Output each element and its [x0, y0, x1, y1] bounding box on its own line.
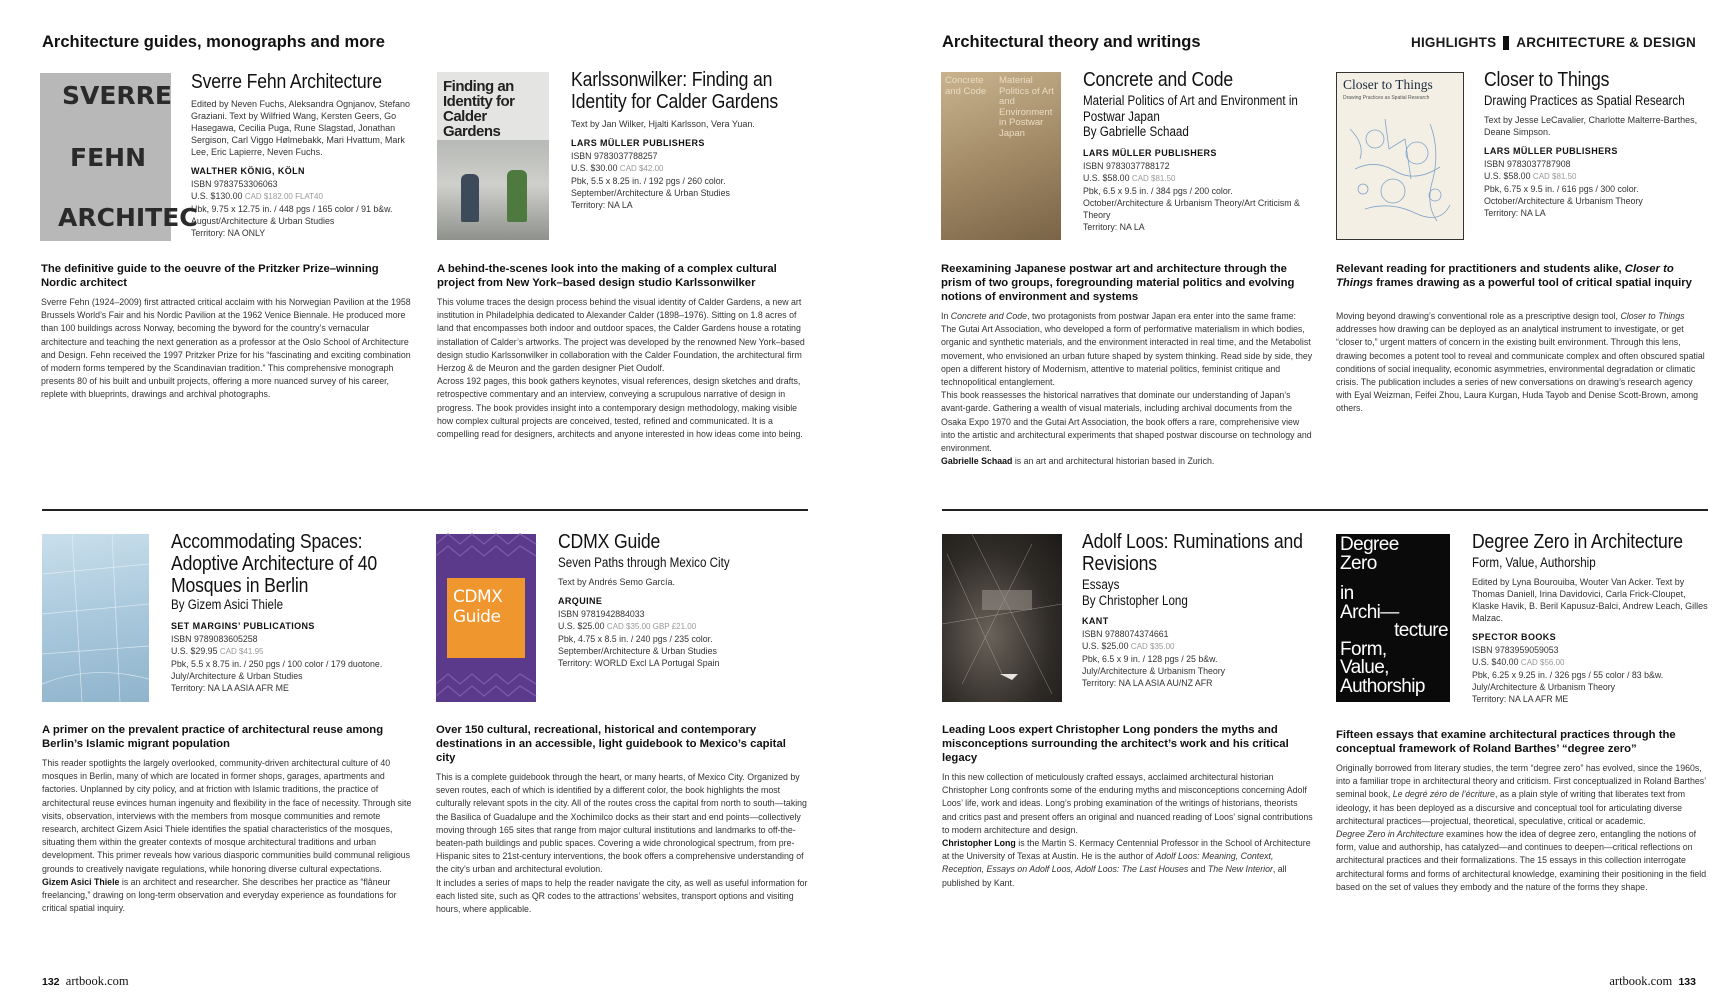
section-heading-theory: Architectural theory and writings: [942, 33, 1201, 51]
book-cover-cdmx-guide[interactable]: [436, 534, 536, 702]
book-author: By Gizem Asici Thiele: [171, 597, 284, 612]
book-meta: [558, 608, 793, 669]
book-description: In Concrete and Code, two protagonists from postwar Japan era enter into the same frame: The Gutai Art Association, who developed a form of performative materialism in which bodies, organic and synthetic materials, and the environment interacted in real time, and the Metabolist movement, who envisioned an urban future shaped by system thinking. Read side by side, they open a different history of Modernism, attentive to material politics, feminist critique and technopolitical entanglement. This book reassesses the historical narratives that dominate our understanding of Japan’s avant-garde. Gathering a wealth of visual materials, including archival documents from the Osaka Expo 1970 and the Gutai Art Association, the book offers a rare, comprehensive view into the artistic and architectural experiments that shaped postwar discourse on technology and environment. Gabrielle Schaad is an art and architectural historian based in Zurich.: [941, 311, 1313, 467]
book-info-concrete-and-code: [1083, 69, 1313, 233]
book-category: July/Architecture & Urbanism Theory: [1082, 666, 1226, 677]
book-publisher: LARS MÜLLER PUBLISHERS: [1484, 145, 1618, 156]
book-headline: A behind-the-scenes look into the making of a complex cultural project from New York–based design studio Karlssonwilker: [437, 263, 777, 289]
cover-text-guide: Guide: [453, 607, 501, 627]
book-price: U.S. $130.00 CAD $182.00 FLAT40: [191, 191, 323, 202]
book-subtitle: Drawing Practices as Spatial Research: [1484, 93, 1685, 108]
book-description: Originally borrowed from literary studies, the term “degree zero” has evolved, since the 1960s, into a familiar trope in architectural theory and criticism. First conceptualized in Roland Barthes’ seminal book, Le degré zéro de l’écriture, as a plain style of writing that liberates text from ideology, it has been deployed as a discursive and conceptual tool for articulating diverse architectural practices—projectual, theoretical, speculative, critical or academic. Degree Zero in Architecture examines how the idea of degree zero, entangling the notions of form, value and authorship, has catalyzed—and continues to deepen—critical reflections on architectural practices and their formalizations. The 15 essays in this collection interrogate architectural forms and forms of architectural knowledge, examining their positioning in the field based on the set of values they embody and the nature of the forms they shape.: [1336, 763, 1707, 892]
running-header-highlights: HIGHLIGHTS: [1411, 35, 1497, 50]
book-format: Pbk, 5.5 x 8.75 in. / 250 pgs / 100 color / 179 duotone.: [171, 658, 383, 669]
book-cover-degree-zero[interactable]: [1336, 534, 1450, 702]
book-territory: Territory: NA LA AFR ME: [1472, 693, 1569, 704]
book-cover-closer-to-things[interactable]: [1336, 72, 1464, 240]
book-credits: Text by Andrés Semo García.: [558, 576, 676, 587]
cover-text-cdmx: CDMX: [453, 587, 503, 607]
book-info-adolf-loos: [1082, 531, 1314, 689]
book-meta: [1472, 644, 1708, 705]
book-title[interactable]: Adolf Loos: Ruminations and Revisions: [1082, 530, 1303, 575]
book-meta: [1484, 158, 1708, 219]
book-publisher: SET MARGINS’ PUBLICATIONS: [171, 620, 315, 631]
book-credits: Text by Jesse LeCavalier, Charlotte Malterre-Barthes, Deane Simpson.: [1484, 114, 1698, 137]
book-meta: [191, 178, 413, 239]
book-cover-concrete-and-code[interactable]: [941, 72, 1061, 240]
cover-text-architec: ARCHITEC: [58, 203, 198, 232]
book-publisher: SPECTOR BOOKS: [1472, 631, 1557, 642]
book-territory: Territory: NA LA: [571, 200, 633, 211]
book-description: This reader spotlights the largely overlooked, community-driven architectural culture of 40 mosques in Berlin, many of which are located in former shops, garages, apartments and factories. Unplanned by city policy, and at friction with Islamic traditions, the practice of architectural reuse evinces human ingenuity and flexibility in the face of necessity. Through site visits, observation, interviews with the members from mosque communities and remote research, architect Gizem Asici Thiele identifies the spatial characteristics of the mosques, situating them within the greater contexts of mosque architectural traditions and urban development. This primer reveals how various diasporic communities build communal religious grounds to creatively navigate regulations, while honoring diverse cultural expectations. Gizem Asici Thiele is an architect and researcher. She describes her practice as “flâneur freelancing,” drawing on long-term observation and everyday experience as foundations for critical spatial inquiry.: [42, 758, 412, 914]
cover-text: Degree Zero in Archi— tecture Form, Value, Authorship: [1340, 534, 1448, 697]
book-headline: A primer on the prevalent practice of architectural reuse among Berlin’s Islamic migrant population: [42, 724, 384, 750]
book-format: Pbk, 4.75 x 8.5 in. / 240 pgs / 235 color.: [558, 633, 713, 644]
book-meta: [171, 633, 401, 694]
book-format: Pbk, 5.5 x 8.25 in. / 192 pgs / 260 color.: [571, 176, 726, 187]
book-description: In this new collection of meticulously crafted essays, acclaimed architectural historian Christopher Long confronts some of the enduring myths and misconceptions concerning Adolf Loos’ life, work and ideas. Long’s probing examination of the writings of historians, theorists and critics past and present offers an original and nuanced reading of Loos’ signal contributions to modern architecture and design. Christopher Long is the Martin S. Kermacy Centennial Professor in the School of Architecture at the University of Texas at Austin. He is the author of Adolf Loos: Meaning, Context, Reception, Essays on Adolf Loos, Adolf Loos: The Last Houses and The New Interior, all published by Kant.: [942, 772, 1313, 888]
book-publisher: LARS MÜLLER PUBLISHERS: [1083, 147, 1217, 158]
book-description: Sverre Fehn (1924–2009) first attracted critical acclaim with his Norwegian Pavilion at the 1958 Brussels World’s Fair and his Nordic Pavilion at the 1962 Venice Biennale. He produced more than 100 buildings across Norway, becoming the byword for the country’s vernacular architecture and teaching the next generation as a professor at the Oslo School of Architecture and Design. Fehn received the 1997 Pritzker Prize for his “fascinating and exciting combination of modern forms tempered by the Scandinavian tradition.” This comprehensive monograph presents 80 of his built and unbuilt projects, offering a more nuanced survey of his career, replete with blueprints, drawings and archival photographs.: [41, 297, 411, 400]
book-meta: [1082, 628, 1314, 689]
footer-site-link-left[interactable]: artbook.com: [65, 974, 129, 988]
book-title[interactable]: Sverre Fehn Architecture: [191, 70, 382, 93]
book-info-cdmx-guide: [558, 531, 793, 669]
footer-site-link-right[interactable]: artbook.com: [1609, 974, 1673, 988]
cover-text-title: Concrete and Code: [945, 75, 987, 97]
book-isbn: ISBN 9783037788172: [1083, 160, 1170, 171]
cover-figure-right: [507, 170, 527, 222]
header-divider-bar: [1503, 36, 1509, 50]
book-subtitle: Seven Paths through Mexico City: [558, 555, 730, 570]
book-category: September/Architecture & Urban Studies: [558, 645, 717, 656]
book-territory: Territory: NA ONLY: [191, 228, 266, 239]
book-headline: The definitive guide to the oeuvre of the Pritzker Prize–winning Nordic architect: [41, 263, 379, 289]
book-territory: Territory: NA LA: [1083, 221, 1145, 232]
book-cover-accommodating-spaces[interactable]: [42, 534, 149, 702]
book-isbn: ISBN 9783753306063: [191, 179, 278, 189]
cover-orange-block: [447, 578, 525, 658]
book-title[interactable]: Accommodating Spaces: Adoptive Architecture of 40 Mosques in Berlin: [171, 530, 378, 597]
book-meta: [571, 150, 801, 211]
book-author: By Gabrielle Schaad: [1083, 124, 1189, 139]
book-headline: Relevant reading for practitioners and students alike, Closer to Things frames drawing as a powerful tool of critical spatial inquiry: [1336, 263, 1692, 289]
book-credits: Text by Jan Wilker, Hjalti Karlsson, Vera Yuan.: [571, 119, 755, 129]
book-info-accommodating-spaces: [171, 531, 401, 694]
book-price: U.S. $25.00 CAD $35.00: [1082, 641, 1175, 652]
book-description: This volume traces the design process behind the visual identity of Calder Gardens, a new art institution in Philadelphia dedicated to Alexander Calder (1898–1976). Sitting on 1.8 acres of land that encompasses both indoor and outdoor spaces, the Calder Gardens house a rotating installation of Calder’s artworks. The project was developed by the renowned New York–based design studio Karlssonwilker in collaboration with the Calder Foundation, the architectural firm Herzog & de Meuron and the garden designer Piet Oudolf. Across 192 pages, this book gathers keynotes, visual references, design sketches and drafts, retrospective commentary and an interview, conveying a scrupulous narrative of design in progress. The book provides insight into a contemporary design methodology, making visible how complex cultural projects are conceived, tested, refined and communicated. It is a compelling read for designers, architects and anyone interested in how ideas come into being.: [437, 297, 805, 440]
book-meta: [1083, 160, 1313, 234]
book-cover-adolf-loos[interactable]: [942, 534, 1062, 702]
book-price: U.S. $25.00 CAD $35.00 GBP £21.00: [558, 620, 697, 631]
book-description: Moving beyond drawing’s conventional role as a prescriptive design tool, Closer to Things addresses how drawing can be deployed as an analytical instrument to investigate, or get “closer to,” urgent matters of concern in the existing built environment. Through this lens, drawing becomes a potent tool to reveal and communicate complex and often obscured spatial conditions of social inequality, economic asymmetries, environmental degradation or climatic crisis. The publication includes a series of new conversations on drawing’s research agency with Eyal Weizman, Feifei Zhou, Laura Kurgan, Huda Tayob and Denise Scott-Brown, among others.: [1336, 311, 1705, 414]
divider-right: [942, 509, 1708, 511]
book-title[interactable]: Concrete and Code: [1083, 68, 1233, 91]
footer-left: [42, 974, 129, 989]
book-isbn: ISBN 9781942884033: [558, 608, 645, 619]
book-info-degree-zero: [1472, 531, 1708, 705]
book-title[interactable]: CDMX Guide: [558, 530, 661, 553]
book-headline: Over 150 cultural, recreational, historical and contemporary destinations in an accessible, light guidebook to Mexico’s capital city: [436, 724, 786, 764]
book-category: September/Architecture & Urban Studies: [571, 188, 730, 199]
book-isbn: ISBN 9783037787908: [1484, 158, 1571, 169]
cover-text: Finding an Identity for Calder Gardens: [443, 78, 515, 140]
cover-line-drawing: [1345, 109, 1455, 229]
book-category: July/Architecture & Urban Studies: [171, 670, 303, 681]
cover-text-fehn: FEHN: [70, 143, 147, 172]
book-title[interactable]: Karlssonwilker: Finding an Identity for Calder Gardens: [571, 68, 779, 113]
cover-scratches: [942, 534, 1062, 702]
book-isbn: ISBN 9788074374661: [1082, 629, 1169, 639]
book-credits: Edited by Neven Fuchs, Aleksandra Ognjanov, Stefano Graziani. Text by Wilfried Wang, Kersten Geers, Go Hasegawa, Cecilia Puga, Rune Slagstad, Jonathan Sergison, Carl Viggo Hølmebakk, Mari Hvattum, Mark Lee, Eric Lapierre, Neven Fuchs.: [191, 99, 410, 157]
book-territory: Territory: NA LA ASIA AU/NZ AFR: [1082, 678, 1213, 689]
book-publisher: KANT: [1082, 616, 1109, 626]
book-author: By Christopher Long: [1082, 592, 1188, 608]
book-category: August/Architecture & Urban Studies: [191, 216, 335, 227]
book-category: October/Architecture & Urbanism Theory/Art Criticism & Theory: [1083, 197, 1300, 220]
cover-map-lines: [42, 534, 149, 702]
section-heading-guides: Architecture guides, monographs and more: [42, 33, 385, 51]
book-format: Hbk, 9.75 x 12.75 in. / 448 pgs / 165 color / 91 b&w.: [191, 204, 393, 215]
page-number-left: 132: [42, 976, 60, 988]
book-price: U.S. $58.00 CAD $81.50: [1484, 170, 1577, 181]
book-subtitle: Essays: [1082, 577, 1120, 592]
footer-right: [1609, 974, 1696, 989]
book-cover-sverre-fehn[interactable]: [40, 73, 198, 241]
book-credits: Edited by Lyna Bourouiba, Wouter Van Acker. Text by Thomas Daniell, Irina Davidovici, Carla Frick-Cloupet, Klaske Havik, B. Beril Kapusuz-Balci, Andrew Leach, Gilles Malzac.: [1472, 576, 1708, 623]
book-territory: Territory: WORLD Excl LA Portugal Spain: [558, 657, 720, 668]
book-subtitle: Form, Value, Authorship: [1472, 555, 1596, 570]
book-info-karlssonwilker: [571, 69, 801, 211]
running-header-category: ARCHITECTURE & DESIGN: [1516, 35, 1696, 50]
book-format: Pbk, 6.5 x 9 in. / 128 pgs / 25 b&w.: [1082, 654, 1218, 665]
book-territory: Territory: NA LA ASIA AFR ME: [171, 682, 289, 693]
cover-photo: [437, 140, 549, 240]
book-isbn: ISBN 9789083605258: [171, 633, 258, 644]
book-title[interactable]: Closer to Things: [1484, 68, 1610, 91]
book-format: Pbk, 6.5 x 9.5 in. / 384 pgs / 200 color.: [1083, 185, 1233, 196]
book-headline: Reexamining Japanese postwar art and architecture through the prism of two groups, foregrounding material politics and evolving notions of environment and systems: [941, 263, 1295, 303]
book-format: Pbk, 6.75 x 9.5 in. / 616 pgs / 300 color.: [1484, 183, 1639, 194]
cover-text-subtitle: Material Politics of Art and Environment in Postwar Japan: [999, 75, 1054, 139]
book-price: U.S. $58.00 CAD $81.50: [1083, 172, 1176, 183]
book-subtitle: Material Politics of Art and Environment in Postwar Japan: [1083, 93, 1298, 124]
divider-left: [42, 509, 808, 511]
page-number-right: 133: [1678, 976, 1696, 988]
book-price: U.S. $29.95 CAD $41.95: [171, 645, 264, 656]
book-publisher: LARS MÜLLER PUBLISHERS: [571, 138, 705, 148]
book-description: This is a complete guidebook through the heart, or many hearts, of Mexico City. Organized by seven routes, each of which is identified by a different color, the book highlights the most culturally relevant spots in the city. All of the routes cross the capital from north to south—taking the Basilica of Guadalupe and the Xochimilco docks as their start and end points—collectively moving through 165 sites that range from major cultural institutions and landmarks to off-the-beaten-path buildings and public spaces. Covering a wide chronological spectrum, from pre-Hispanic sites to 21st-century interventions, the book offers a comprehensive understanding of the city’s urban and architectural evolution. It includes a series of maps to help the reader navigate the city, as well as useful information for each listed site, such as QR codes to the attractions’ websites, transport options and visiting hours, where applicable.: [436, 772, 808, 915]
book-info-closer-to-things: [1484, 69, 1708, 219]
book-category: July/Architecture & Urbanism Theory: [1472, 681, 1616, 692]
cover-text-subtitle: Drawing Practices as Spatial Research: [1343, 95, 1430, 101]
book-title[interactable]: Degree Zero in Architecture: [1472, 530, 1683, 553]
book-publisher: WALTHER KÖNIG, KÖLN: [191, 166, 305, 176]
book-headline: Fifteen essays that examine architectural practices through the conceptual framework of Roland Barthes’ “degree zero”: [1336, 729, 1676, 755]
book-cover-karlssonwilker[interactable]: [437, 72, 549, 240]
book-category: October/Architecture & Urbanism Theory: [1484, 195, 1643, 206]
book-price: U.S. $30.00 CAD $42.00: [571, 163, 664, 174]
book-info-sverre-fehn: [191, 71, 413, 239]
book-price: U.S. $40.00 CAD $56.00: [1472, 656, 1565, 667]
book-territory: Territory: NA LA: [1484, 207, 1546, 218]
book-isbn: ISBN 9783959059053: [1472, 644, 1559, 655]
cover-text-sverre: SVERRE: [62, 81, 173, 110]
cover-figure-left: [461, 174, 479, 222]
book-format: Pbk, 6.25 x 9.25 in. / 326 pgs / 55 color / 83 b&w.: [1472, 669, 1664, 680]
book-publisher: ARQUINE: [558, 595, 603, 606]
running-header: [1411, 35, 1696, 50]
book-isbn: ISBN 9783037788257: [571, 151, 658, 161]
cover-text-title: Closer to Things: [1343, 77, 1433, 92]
book-headline: Leading Loos expert Christopher Long ponders the myths and misconceptions surrounding the architect’s work and his critical legacy: [942, 724, 1289, 764]
